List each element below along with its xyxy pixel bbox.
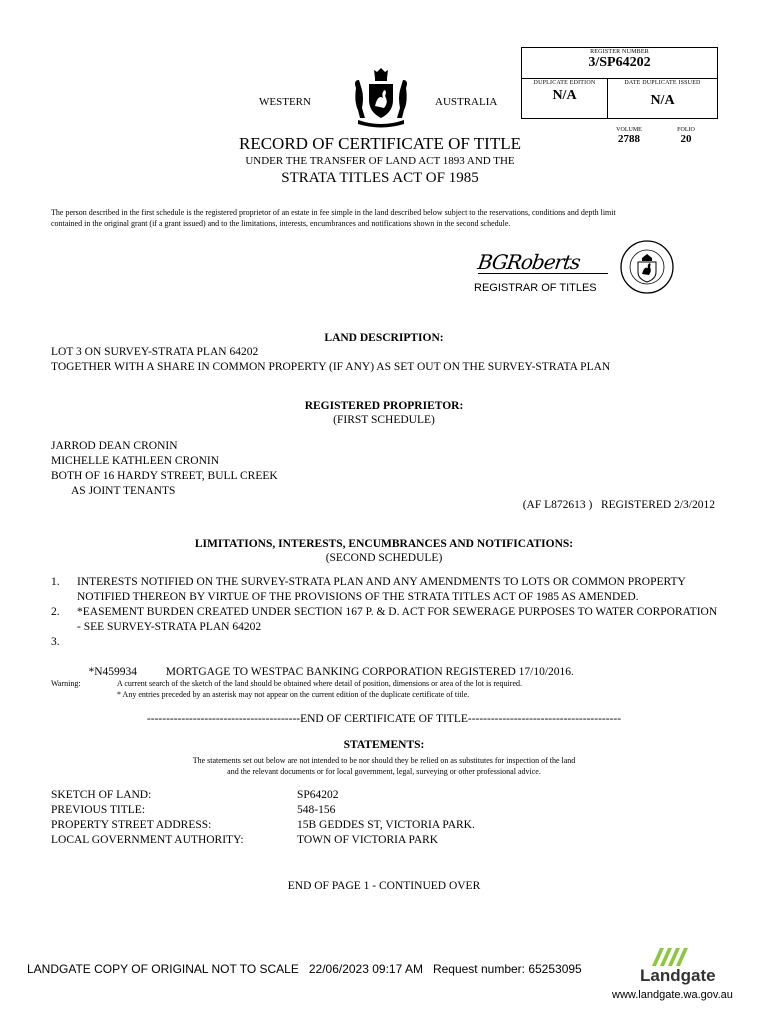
- document-subtitle-2: STRATA TITLES ACT OF 1985: [281, 170, 479, 186]
- land-heading: LAND DESCRIPTION:: [324, 332, 444, 344]
- statement-row: [51, 788, 651, 803]
- landgate-logo-icon: [650, 946, 690, 968]
- signature-line: [478, 273, 608, 274]
- warning-line-1: A current search of the sketch of the land should be obtained where detail of position, dimensions or area of the lot is required.: [117, 679, 522, 688]
- register-number-label: REGISTER NUMBER: [590, 49, 649, 55]
- proprietor-name-1: JARROD DEAN CRONIN: [51, 440, 178, 452]
- limitation-text: *EASEMENT BURDEN CREATED UNDER SECTION 167 P. & D. ACT FOR SEWERAGE PURPOSES TO WATER CORPORATION - SEE SURVEY-STRATA PLAN 64202: [77, 606, 718, 633]
- statements-heading: STATEMENTS:: [343, 739, 425, 751]
- warning-label: Warning:: [51, 679, 81, 688]
- landgate-brand: Landgate: [640, 966, 716, 985]
- statement-label: PREVIOUS TITLE:: [51, 804, 146, 816]
- footer-copy-text: LANDGATE COPY OF ORIGINAL NOT TO SCALE 22/06/2023 09:17 AM Request number: 65253095: [27, 962, 582, 976]
- statement-row: [51, 803, 651, 818]
- land-line-1: LOT 3 ON SURVEY-STRATA PLAN 64202: [51, 346, 259, 358]
- statement-value: 15B GEDDES ST, VICTORIA PARK.: [297, 819, 475, 831]
- duplicate-edition-cell: [522, 79, 608, 118]
- limitations-sub: (SECOND SCHEDULE): [325, 552, 443, 564]
- duplicate-edition: N/A: [552, 88, 577, 103]
- register-box: [521, 47, 718, 119]
- registrar-seal-icon: [620, 240, 674, 294]
- proprietor-registered: (AF L872613 ) REGISTERED 2/3/2012: [522, 499, 715, 511]
- statement-label: LOCAL GOVERNMENT AUTHORITY:: [51, 834, 244, 846]
- statement-label: SKETCH OF LAND:: [51, 789, 152, 801]
- date-duplicate-cell: [608, 79, 717, 118]
- statement-row: [51, 833, 651, 848]
- register-number: 3/SP64202: [588, 55, 651, 70]
- limitations-heading: LIMITATIONS, INTERESTS, ENCUMBRANCES AND NOTIFICATIONS:: [194, 538, 574, 550]
- limitation-item: [51, 605, 719, 635]
- proprietor-address: BOTH OF 16 HARDY STREET, BULL CREEK: [51, 470, 278, 482]
- duplicate-edition-label: DUPLICATE EDITION: [533, 80, 596, 86]
- date-duplicate: N/A: [650, 93, 675, 108]
- register-number-cell: [522, 48, 717, 79]
- state-right: AUSTRALIA: [435, 96, 498, 108]
- statement-row: [51, 818, 651, 833]
- state-left: WESTERN: [259, 96, 311, 108]
- proprietor-name-2: MICHELLE KATHLEEN CRONIN: [51, 455, 220, 467]
- registrar-signature: BGRoberts: [476, 250, 582, 274]
- folio-block: [668, 127, 704, 145]
- warning-line-2: * Any entries preceded by an asterisk may not appear on the current edition of the duplicate certificate of title.: [117, 690, 470, 699]
- folio-label: FOLIO: [677, 127, 695, 133]
- volume-value: 2788: [618, 133, 640, 145]
- limitation-number: 2.: [51, 606, 60, 618]
- intro-paragraph: The person described in the first schedule is the registered proprietor of an estate in fee simple in the land described below subject to the reservations, conditions and depth limit contained in the original grant (if a grant issued) and to the limitations, interests, encumbrances and notifications shown in the second schedule.: [51, 208, 616, 228]
- statement-value: SP64202: [297, 789, 339, 801]
- proprietor-heading: REGISTERED PROPRIETOR:: [304, 400, 464, 412]
- coat-of-arms-icon: [350, 68, 412, 128]
- statement-value: 548-156: [297, 804, 336, 816]
- statements-intro-1: The statements set out below are not intended to be nor should they be relied on as substitutes for inspection of the land: [192, 756, 576, 765]
- proprietor-tenancy: AS JOINT TENANTS: [71, 485, 176, 497]
- folio-value: 20: [680, 133, 692, 145]
- limitation-number: 1.: [51, 576, 60, 588]
- document-title: RECORD OF CERTIFICATE OF TITLE: [238, 134, 521, 153]
- document-subtitle: UNDER THE TRANSFER OF LAND ACT 1893 AND THE: [245, 155, 515, 167]
- statements-intro-2: and the relevant documents or for local government, legal, surveying or other professional advice.: [227, 767, 541, 776]
- statement-label: PROPERTY STREET ADDRESS:: [51, 819, 212, 831]
- end-of-certificate: ----------------------------------------END OF CERTIFICATE OF TITLE----------------------------------------: [146, 713, 622, 725]
- date-duplicate-label: DATE DUPLICATE ISSUED: [624, 80, 701, 86]
- landgate-url[interactable]: www.landgate.wa.gov.au: [612, 989, 733, 1001]
- limitation-number: 3.: [51, 636, 60, 648]
- limitation-text: INTERESTS NOTIFIED ON THE SURVEY-STRATA PLAN AND ANY AMENDMENTS TO LOTS OR COMMON PROPERTY NOTIFIED THEREON BY VIRTUE OF THE PROVISIONS OF THE STRATA TITLES ACT OF 1985 AS AMENDED.: [77, 576, 686, 603]
- limitation-text: *N459934 MORTGAGE TO WESTPAC BANKING CORPORATION REGISTERED 17/10/2016.: [88, 666, 574, 678]
- page-end-note: END OF PAGE 1 - CONTINUED OVER: [287, 880, 481, 892]
- statement-value: TOWN OF VICTORIA PARK: [297, 834, 439, 846]
- limitation-item: [51, 575, 719, 605]
- statements-table: [51, 788, 651, 848]
- proprietor-sub: (FIRST SCHEDULE): [333, 414, 435, 426]
- registrar-title: REGISTRAR OF TITLES: [474, 282, 597, 294]
- limitations-list: [51, 575, 719, 695]
- volume-label: VOLUME: [616, 127, 642, 133]
- land-line-2: TOGETHER WITH A SHARE IN COMMON PROPERTY (IF ANY) AS SET OUT ON THE SURVEY-STRATA PLAN: [51, 361, 611, 373]
